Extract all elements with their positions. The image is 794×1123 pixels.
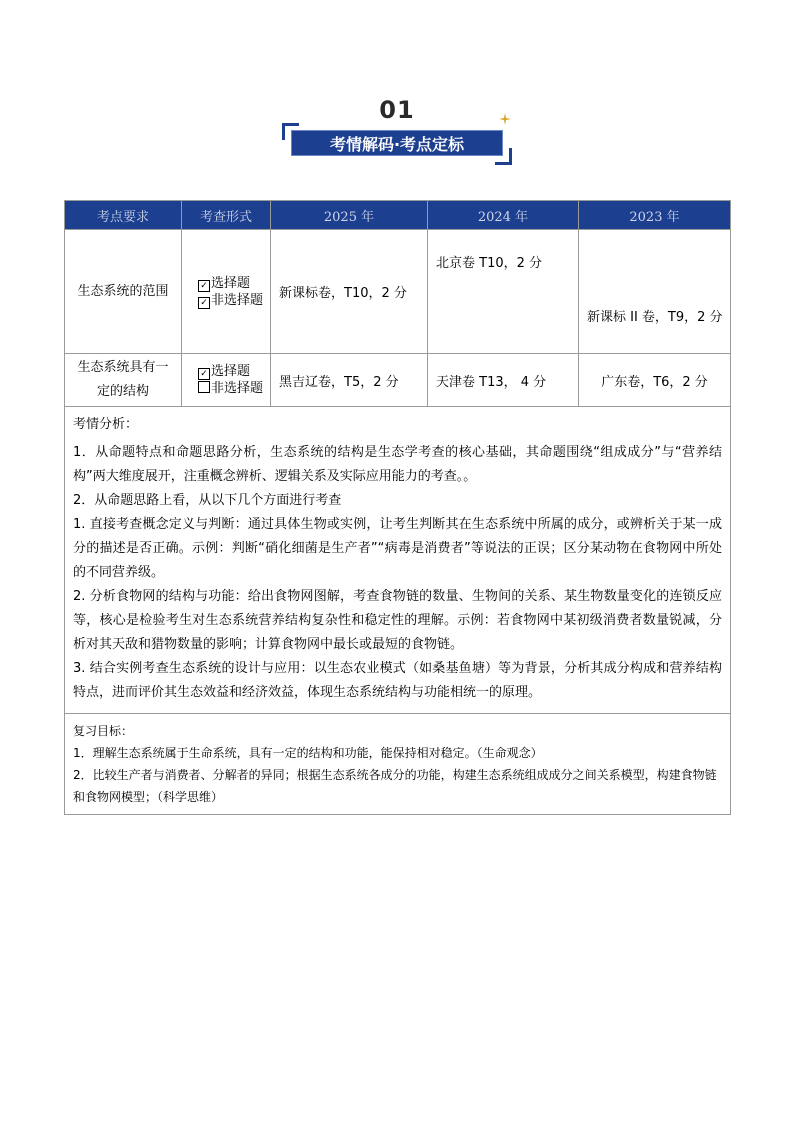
- year-2023-cell: [579, 354, 731, 407]
- topic-label: 生态系统具有一: [77, 360, 169, 375]
- topic-label: 生态系统的范围: [77, 283, 169, 299]
- column-header: 2023 年: [579, 201, 731, 230]
- form-option-label: 选择题: [211, 275, 251, 291]
- checkbox-checked-icon: ✓: [198, 368, 210, 380]
- analysis-paragraph: 2. 分析食物网的结构与功能：给出食物网图解，考查食物链的数量、生物间的关系、某生物数量变化的连锁反应等，核心是检验考生对生态系统营养结构复杂性和稳定性的理解。示例：若食物网中某初级消费者数量锐减，分析对其天敌和猎物数量的影响；计算食物网中最长或最短的食物链。: [73, 589, 722, 652]
- form-option: [182, 275, 270, 292]
- form-option: [182, 380, 270, 397]
- analysis-paragraph: 1．从命题特点和命题思路分析，生态系统的结构是生态学考查的核心基础，其命题围绕“组成成分”与“营养结构”两大维度展开，注重概念辨析、逻辑关系及实际应用能力的考查。。: [73, 445, 722, 484]
- target-item: 1．理解生态系统属于生命系统，具有一定的结构和功能，能保持相对稳定。（生命观念）: [73, 746, 543, 760]
- target-item: 2．比较生产者与消费者、分解者的异同；根据生态系统各成分的功能，构建生态系统组成成分之间关系模型，构建食物链和食物网模型；（科学思维）: [73, 768, 717, 804]
- topic-label: 定的结构: [96, 384, 149, 399]
- year-2024-cell: [428, 354, 579, 407]
- year-2025-cell: [271, 354, 428, 407]
- exam-table: [64, 200, 731, 815]
- targets-heading: 复习目标：: [73, 724, 134, 738]
- topic-cell: [65, 354, 182, 407]
- form-cell: [182, 230, 271, 354]
- column-header: 2025 年: [271, 201, 428, 230]
- table-row: [65, 230, 731, 354]
- form-option-label: 非选择题: [211, 381, 264, 396]
- exam-reference: 广东卷，T6，2 分: [601, 374, 708, 390]
- table-header-row: [65, 201, 731, 230]
- column-header: 考查形式: [182, 201, 271, 230]
- exam-reference: 天津卷 T13， 4 分: [436, 374, 547, 390]
- analysis-paragraph: 1. 直接考查概念定义与判断：通过具体生物或实例，让考生判断其在生态系统中所属的成分，或辨析关于某一成分的描述是否正确。示例：判断“硝化细菌是生产者”“病毒是消费者”等说法的正误；区分某动物在食物网中所处的不同营养级。: [73, 517, 722, 580]
- year-2024-cell: [428, 230, 579, 354]
- column-header: 2024 年: [428, 201, 579, 230]
- exam-reference: 黑吉辽卷，T5，2 分: [279, 374, 399, 390]
- form-option: [182, 292, 270, 309]
- targets-row: [65, 714, 731, 815]
- checkbox-empty-icon: [198, 381, 210, 393]
- page-title: 考情解码·考点定标: [289, 128, 505, 158]
- analysis-cell: [65, 407, 731, 714]
- analysis-row: [65, 407, 731, 714]
- analysis-paragraph: 3. 结合实例考查生态系统的设计与应用：以生态农业模式（如桑基鱼塘）等为背景，分析其成分构成和营养结构特点，进而评价其生态效益和经济效益，体现生态系统结构与功能相统一的原理。: [73, 661, 722, 700]
- table-row: [65, 354, 731, 407]
- checkbox-checked-icon: ✓: [198, 280, 210, 292]
- form-option-label: 选择题: [211, 364, 251, 379]
- exam-reference: 新课标 II 卷，T9，2 分: [587, 310, 723, 325]
- year-2023-cell: [579, 230, 731, 354]
- analysis-paragraph: 2．从命题思路上看，从以下几个方面进行考查: [73, 493, 342, 508]
- section-number: 01: [379, 96, 415, 124]
- targets-cell: [65, 714, 731, 815]
- checkbox-checked-icon: ✓: [198, 297, 210, 309]
- topic-cell: [65, 230, 182, 354]
- year-2025-cell: [271, 230, 428, 354]
- form-option-label: 非选择题: [211, 292, 264, 308]
- title-banner: [282, 123, 512, 165]
- analysis-heading: 考情分析：: [73, 417, 139, 432]
- exam-reference: 北京卷 T10，2 分: [436, 256, 543, 271]
- exam-reference: 新课标卷，T10，2 分: [279, 286, 407, 301]
- sparkle-icon: [499, 113, 511, 125]
- form-option: [182, 363, 270, 380]
- form-cell: [182, 354, 271, 407]
- column-header: 考点要求: [65, 201, 182, 230]
